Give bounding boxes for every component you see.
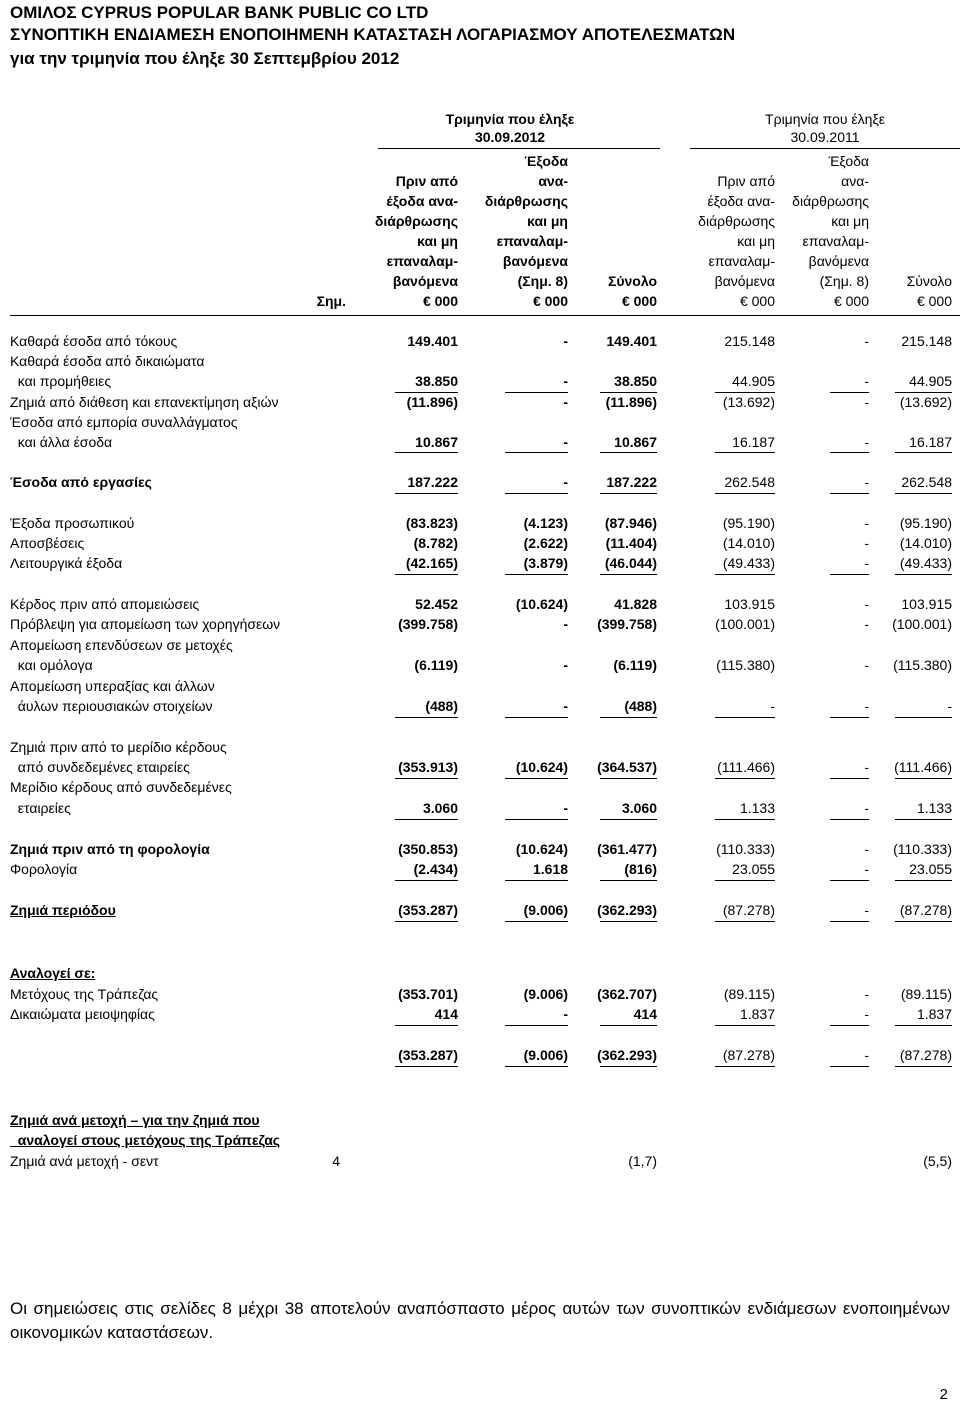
subtotal-rule xyxy=(895,452,952,453)
row-value: - xyxy=(864,902,869,918)
row-value: - xyxy=(864,515,869,531)
subtotal-rule xyxy=(395,717,458,718)
row-value: - xyxy=(864,1006,869,1022)
row-label: Ζημιά από διάθεση και επανεκτίμηση αξιών xyxy=(10,394,279,410)
company-name: ΟΜΙΛΟΣ CYPRUS POPULAR BANK PUBLIC CO LTD xyxy=(10,3,429,22)
row-value: - xyxy=(563,434,568,450)
row-value: 149.401 xyxy=(606,333,657,349)
subtotal-rule xyxy=(505,778,568,779)
row-value: 215.148 xyxy=(901,333,952,349)
row-value: (89.115) xyxy=(900,986,952,1002)
row-value: (49.433) xyxy=(899,555,952,571)
row-value: 1.133 xyxy=(739,800,775,816)
row-value: 44.905 xyxy=(732,373,775,389)
subtotal-rule xyxy=(600,921,657,922)
row-value: (399.758) xyxy=(398,616,458,632)
unit-2012-a: € 000 xyxy=(422,293,458,309)
row-value: - xyxy=(864,616,869,632)
row-value: - xyxy=(864,861,869,877)
row-label: και προμήθειες xyxy=(10,373,112,389)
row-value: 41.828 xyxy=(614,596,657,612)
row-value: (361.477) xyxy=(597,841,657,857)
subtotal-rule xyxy=(895,717,952,718)
row-value: 103.915 xyxy=(901,596,952,612)
header-rule-2012 xyxy=(378,148,660,149)
row-value: 187.222 xyxy=(606,474,657,490)
row-value: (42.165) xyxy=(405,555,458,571)
subtotal-rule xyxy=(830,574,869,575)
subtotal-rule xyxy=(600,574,657,575)
subtotal-rule xyxy=(505,574,568,575)
row-value: (11.896) xyxy=(406,394,458,410)
row-value: (95.190) xyxy=(722,515,775,531)
subtotal-rule xyxy=(715,717,775,718)
subtotal-rule xyxy=(600,1066,657,1067)
row-value: 38.850 xyxy=(614,373,657,389)
row-value: (10.624) xyxy=(515,841,568,857)
row-value: (111.466) xyxy=(894,759,952,775)
row-value: (87.278) xyxy=(722,902,775,918)
subtotal-rule xyxy=(505,392,568,393)
row-value: 262.548 xyxy=(724,474,775,490)
subtotal-rule xyxy=(830,717,869,718)
row-value: 103.915 xyxy=(724,596,775,612)
unit-2011-b: € 000 xyxy=(833,293,869,309)
row-value: (353.287) xyxy=(398,902,458,918)
row-value: - xyxy=(864,596,869,612)
row-value: (89.115) xyxy=(723,986,775,1002)
subtotal-rule xyxy=(830,493,869,494)
subtotal-rule xyxy=(505,921,568,922)
subtotal-rule xyxy=(895,392,952,393)
row-value: (8.782) xyxy=(413,535,458,551)
row-value: (362.707) xyxy=(597,986,657,1002)
row-value: (49.433) xyxy=(722,555,775,571)
row-value: - xyxy=(864,394,869,410)
row-label: Αποσβέσεις xyxy=(10,535,85,551)
row-label: αναλογεί στους μετόχους της Τράπεζας xyxy=(10,1132,281,1148)
row-label: Απομείωση επενδύσεων σε μετοχές xyxy=(10,637,233,653)
row-value: - xyxy=(563,333,568,349)
row-value: (353.913) xyxy=(398,759,458,775)
row-value: (6.119) xyxy=(613,657,657,673)
row-value: 262.548 xyxy=(901,474,952,490)
unit-2011-a: € 000 xyxy=(739,293,775,309)
row-label: Λειτουργικά έξοδα xyxy=(10,555,123,571)
subtotal-rule xyxy=(395,452,458,453)
unit-2012-b: € 000 xyxy=(532,293,568,309)
footer-note: Οι σημειώσεις στις σελίδες 8 μέχρι 38 αποτελούν αναπόσπαστο μέρος αυτών των συνοπτικών ενδιάμεσων ενοποιημένων οικονομικών καταστάσεων. xyxy=(10,1299,950,1342)
row-value: - xyxy=(770,698,775,714)
row-value: (110.333) xyxy=(893,841,952,857)
row-value: - xyxy=(563,616,568,632)
row-value: (10.624) xyxy=(515,759,568,775)
subtotal-rule xyxy=(600,493,657,494)
row-label: άυλων περιουσιακών στοιχείων xyxy=(10,698,213,714)
row-label: Ζημιά περιόδου xyxy=(10,902,116,918)
row-label: από συνδεδεμένες εταιρείες xyxy=(10,759,190,775)
subtotal-rule xyxy=(505,1025,568,1026)
row-value: (353.287) xyxy=(398,1047,458,1063)
row-value: - xyxy=(864,657,869,673)
subtotal-rule xyxy=(830,392,869,393)
row-value: (115.380) xyxy=(893,657,952,673)
subtotal-rule xyxy=(895,819,952,820)
row-value: (362.293) xyxy=(597,1047,657,1063)
note-column-label: Σημ. xyxy=(316,293,346,309)
subtotal-rule xyxy=(600,778,657,779)
subtotal-rule xyxy=(715,880,775,881)
subtotal-rule xyxy=(600,1025,657,1026)
row-label: Έξοδα προσωπικού xyxy=(10,515,135,531)
row-label: Έσοδα από εμπορία συναλλάγματος xyxy=(10,414,238,430)
row-value: - xyxy=(563,394,568,410)
subtotal-rule xyxy=(715,921,775,922)
subtotal-rule xyxy=(715,1025,775,1026)
row-value: - xyxy=(864,986,869,1002)
row-value: (100.001) xyxy=(715,616,775,632)
row-value: (83.823) xyxy=(405,515,458,531)
row-note: 4 xyxy=(332,1153,340,1169)
row-value: 23.055 xyxy=(732,861,775,877)
row-value: 1.837 xyxy=(739,1006,775,1022)
subtotal-rule xyxy=(830,819,869,820)
subtotal-rule xyxy=(395,1066,458,1067)
subtotal-rule xyxy=(830,1025,869,1026)
row-value: (5,5) xyxy=(923,1153,952,1169)
subtotal-rule xyxy=(830,1066,869,1067)
row-value: - xyxy=(864,698,869,714)
row-value: - xyxy=(864,535,869,551)
row-value: (87.278) xyxy=(722,1047,775,1063)
row-value: 3.060 xyxy=(422,800,458,816)
subtotal-rule xyxy=(895,880,952,881)
row-value: (87.278) xyxy=(899,1047,952,1063)
statement-period: για την τριμηνία που έληξε 30 Σεπτεμβρίου 2012 xyxy=(10,49,400,68)
row-value: (13.692) xyxy=(899,394,952,410)
col-header-2012-total: Σύνολο xyxy=(607,273,657,289)
row-label: Έσοδα από εργασίες xyxy=(10,474,152,490)
subtotal-rule xyxy=(715,493,775,494)
subtotal-rule xyxy=(600,717,657,718)
subtotal-rule xyxy=(830,880,869,881)
period-label-2012: Τριμηνία που έληξε xyxy=(445,111,575,127)
page-number: 2 xyxy=(939,1386,948,1403)
row-label: Μερίδιο κέρδους από συνδεδεμένες xyxy=(10,779,232,795)
row-value: 414 xyxy=(434,1006,458,1022)
row-value: 3.060 xyxy=(621,800,657,816)
row-value: (3.879) xyxy=(523,555,568,571)
header-rule-2011 xyxy=(690,148,960,149)
subtotal-rule xyxy=(715,452,775,453)
row-value: (14.010) xyxy=(899,535,952,551)
row-value: 52.452 xyxy=(415,596,458,612)
subtotal-rule xyxy=(505,880,568,881)
row-value: 10.867 xyxy=(614,434,657,450)
row-label: Ζημιά πριν από τη φορολογία xyxy=(10,841,210,857)
row-value: - xyxy=(864,474,869,490)
subtotal-rule xyxy=(895,778,952,779)
row-value: (110.333) xyxy=(716,841,775,857)
row-label: Μετόχους της Τράπεζας xyxy=(10,986,159,1002)
col-header-2011-total: Σύνολο xyxy=(906,273,952,289)
row-value: (95.190) xyxy=(899,515,952,531)
subtotal-rule xyxy=(395,392,458,393)
row-value: (111.466) xyxy=(717,759,775,775)
subtotal-rule xyxy=(895,921,952,922)
row-value: 414 xyxy=(633,1006,657,1022)
row-label: Ζημιά ανά μετοχή – για την ζημιά που xyxy=(10,1112,260,1128)
row-value: 23.055 xyxy=(909,861,952,877)
row-label: εταιρείες xyxy=(10,800,71,816)
row-value: (11.404) xyxy=(605,535,657,551)
subtotal-rule xyxy=(600,880,657,881)
subtotal-rule xyxy=(395,574,458,575)
row-value: (14.010) xyxy=(722,535,775,551)
row-value: - xyxy=(864,841,869,857)
subtotal-rule xyxy=(715,1066,775,1067)
subtotal-rule xyxy=(895,493,952,494)
row-value: 1.133 xyxy=(916,800,952,816)
row-value: (87.946) xyxy=(604,515,657,531)
period-date-2011: 30.09.2011 xyxy=(790,129,860,145)
subtotal-rule xyxy=(395,921,458,922)
row-value: 16.187 xyxy=(909,434,952,450)
row-label: Πρόβλεψη για απομείωση των χορηγήσεων xyxy=(10,616,281,632)
subtotal-rule xyxy=(895,574,952,575)
header-bottom-rule xyxy=(10,315,960,316)
row-label: Καθαρά έσοδα από τόκους xyxy=(10,333,178,349)
row-value: - xyxy=(864,800,869,816)
subtotal-rule xyxy=(395,1025,458,1026)
row-value: (100.001) xyxy=(892,616,952,632)
subtotal-rule xyxy=(830,452,869,453)
row-value: (9.006) xyxy=(523,986,568,1002)
row-value: - xyxy=(864,1047,869,1063)
row-value: (46.044) xyxy=(604,555,657,571)
row-value: - xyxy=(563,698,568,714)
row-value: 215.148 xyxy=(724,333,775,349)
row-value: - xyxy=(864,555,869,571)
statement-title: ΣΥΝΟΠΤΙΚΗ ΕΝΔΙΑΜΕΣΗ ΕΝΟΠΟΙΗΜΕΝΗ ΚΑΤΑΣΤΑΣΗ ΛΟΓΑΡΙΑΣΜΟΥ ΑΠΟΤΕΛΕΣΜΑΤΩΝ xyxy=(10,25,736,44)
row-value: (488) xyxy=(624,698,657,714)
row-value: (9.006) xyxy=(523,902,568,918)
row-value: 1.618 xyxy=(532,861,568,877)
row-value: (1,7) xyxy=(628,1153,657,1169)
row-value: - xyxy=(563,474,568,490)
subtotal-rule xyxy=(715,778,775,779)
row-value: (10.624) xyxy=(515,596,568,612)
subtotal-rule xyxy=(600,452,657,453)
row-value: 10.867 xyxy=(415,434,458,450)
row-label: και άλλα έσοδα xyxy=(10,434,113,450)
subtotal-rule xyxy=(395,819,458,820)
subtotal-rule xyxy=(505,819,568,820)
row-value: - xyxy=(947,698,952,714)
subtotal-rule xyxy=(505,1066,568,1067)
subtotal-rule xyxy=(505,717,568,718)
row-value: - xyxy=(563,657,568,673)
period-label-2011: Τριμηνία που έληξε xyxy=(765,111,885,127)
row-label: και ομόλογα xyxy=(10,657,93,673)
row-value: (2.434) xyxy=(413,861,458,877)
row-value: 149.401 xyxy=(407,333,458,349)
row-label: Ζημιά ανά μετοχή - σεντ xyxy=(10,1153,159,1169)
row-value: (87.278) xyxy=(899,902,952,918)
row-value: 38.850 xyxy=(415,373,458,389)
row-label: Δικαιώματα μειοψηφίας xyxy=(10,1006,155,1022)
row-label: Αναλογεί σε: xyxy=(10,965,96,981)
row-value: (353.701) xyxy=(398,986,458,1002)
subtotal-rule xyxy=(715,574,775,575)
row-value: (13.692) xyxy=(722,394,775,410)
row-value: (9.006) xyxy=(523,1047,568,1063)
row-value: (4.123) xyxy=(523,515,568,531)
subtotal-rule xyxy=(600,392,657,393)
unit-2012-total: € 000 xyxy=(621,293,657,309)
subtotal-rule xyxy=(395,778,458,779)
row-label: Κέρδος πριν από απομειώσεις xyxy=(10,596,200,612)
unit-2011-total: € 000 xyxy=(916,293,952,309)
row-value: (2.622) xyxy=(523,535,568,551)
row-value: 16.187 xyxy=(732,434,775,450)
row-label: Ζημιά πριν από το μερίδιο κέρδους xyxy=(10,739,227,755)
row-label: Απομείωση υπεραξίας και άλλων xyxy=(10,678,215,694)
row-value: (362.293) xyxy=(597,902,657,918)
row-value: (364.537) xyxy=(597,759,657,775)
subtotal-rule xyxy=(895,1066,952,1067)
row-value: - xyxy=(563,373,568,389)
row-value: - xyxy=(563,1006,568,1022)
subtotal-rule xyxy=(395,880,458,881)
subtotal-rule xyxy=(600,819,657,820)
subtotal-rule xyxy=(895,1025,952,1026)
row-value: (816) xyxy=(624,861,657,877)
subtotal-rule xyxy=(505,452,568,453)
row-value: (6.119) xyxy=(414,657,458,673)
row-value: (399.758) xyxy=(597,616,657,632)
subtotal-rule xyxy=(715,819,775,820)
row-value: 187.222 xyxy=(407,474,458,490)
subtotal-rule xyxy=(505,493,568,494)
row-value: (115.380) xyxy=(716,657,775,673)
row-value: 44.905 xyxy=(909,373,952,389)
row-value: (11.896) xyxy=(605,394,657,410)
row-label: Φορολογία xyxy=(10,861,78,877)
row-value: (350.853) xyxy=(398,841,458,857)
row-value: - xyxy=(864,333,869,349)
row-value: - xyxy=(563,800,568,816)
row-value: - xyxy=(864,373,869,389)
row-label: Καθαρά έσοδα από δικαιώματα xyxy=(10,353,205,369)
row-value: 1.837 xyxy=(916,1006,952,1022)
row-value: - xyxy=(864,759,869,775)
period-date-2012: 30.09.2012 xyxy=(474,129,546,145)
row-value: (488) xyxy=(425,698,458,714)
subtotal-rule xyxy=(830,778,869,779)
subtotal-rule xyxy=(830,921,869,922)
subtotal-rule xyxy=(715,392,775,393)
row-value: - xyxy=(864,434,869,450)
subtotal-rule xyxy=(395,493,458,494)
